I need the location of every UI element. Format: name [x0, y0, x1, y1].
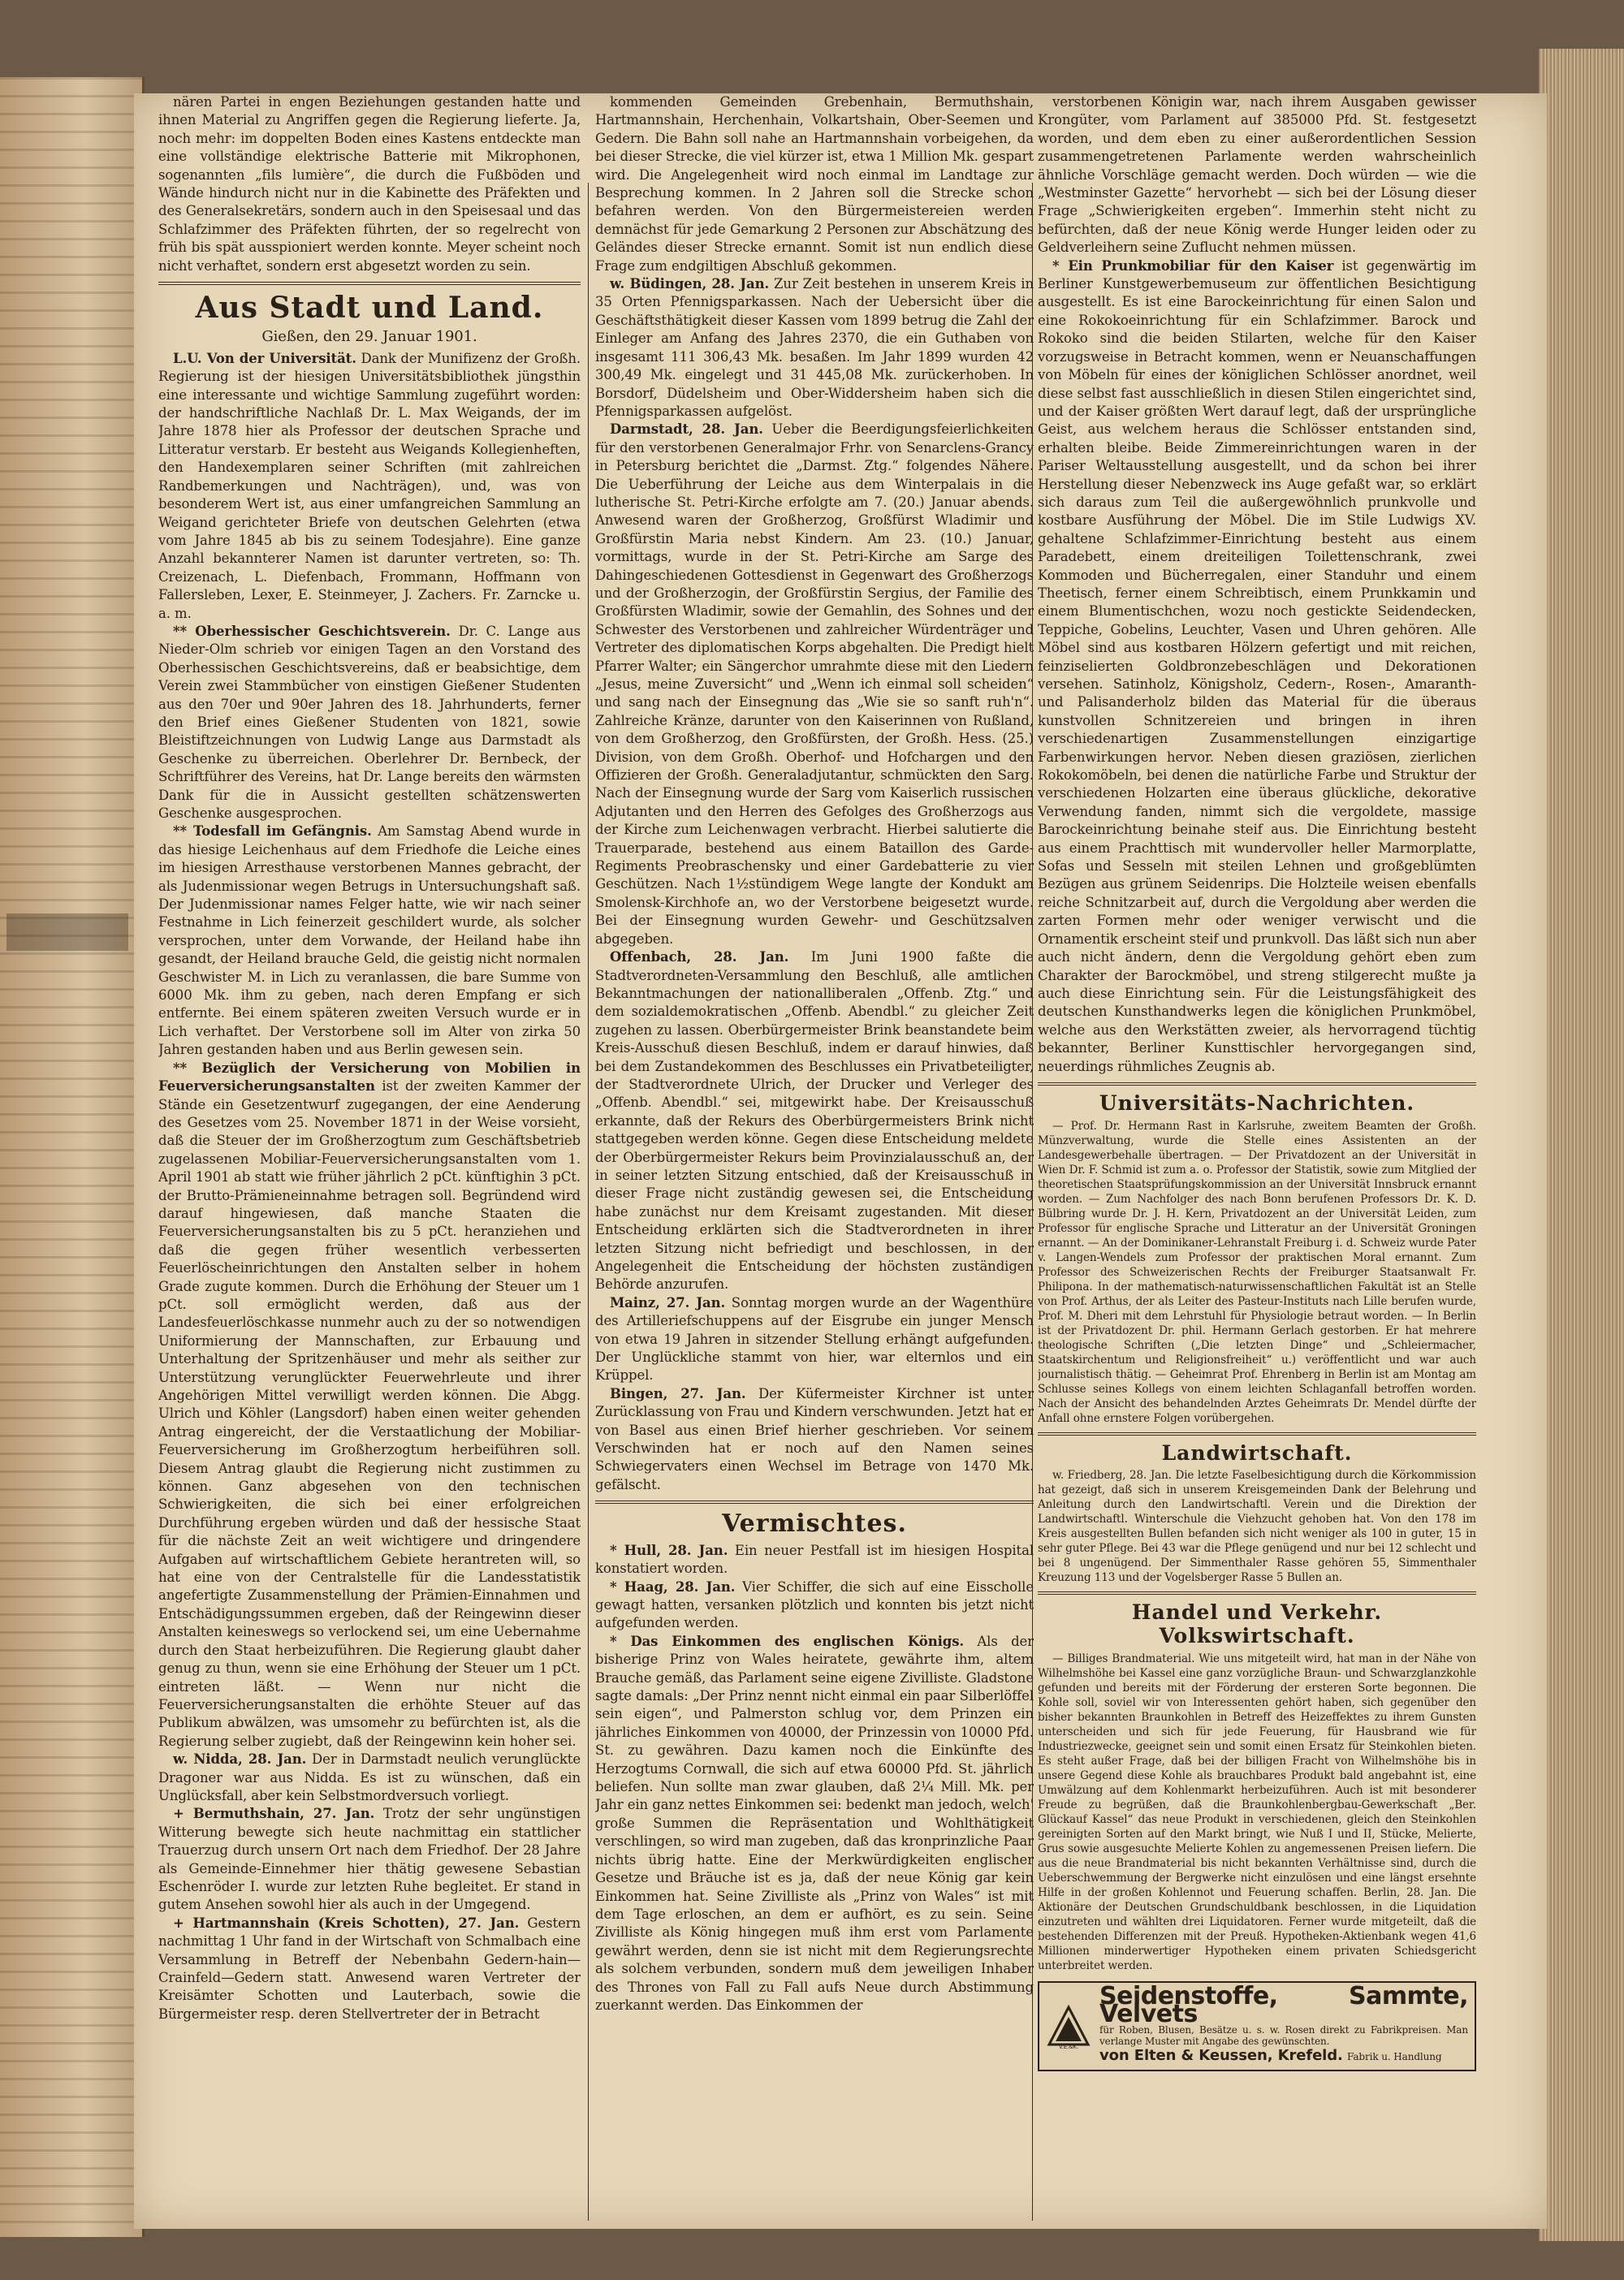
column-1: [158, 93, 581, 2213]
article-body: Der Küfermeister Kirchner ist unter Zurücklassung von Frau und Kindern verschwunden. Jetzt hat er von Basel aus einen Brief hierher geschrieben. Vor seinem Verschwinden hat er noch auf den Namen seines Schwiegervaters einen Wechsel im Betrage von 1470 Mk. gefälscht.: [595, 1385, 1034, 1492]
ad-firm-sub: Fabrik u. Handlung: [1346, 2050, 1442, 2062]
article-paragraph: [158, 1751, 581, 1805]
section-title-stadt-land: Aus Stadt und Land.: [195, 291, 544, 326]
article-body: Dank der Munifizenz der Großh. Regierung ist der hiesigen Universitätsbibliothek jüngsthin eine interessante und wichtige Sammlung zugeführt worden: der handschriftliche Nachlaß Dr. L. Max Weigands, der im Jahre 1878 hier als Professor der deutschen Sprache und Litteratur verstarb. Er besteht aus Weigands Kollegienheften, den Handexemplaren seiner Schriften (mit zahlreichen Randbemerkungen und Nachträgen), und, was von besonderem Wert ist, aus einer umfangreichen Sammlung an Weigand gerichteter Briefe von deutschen Gelehrten (etwa vom Jahre 1845 ab bis zu seinem Todesjahre). Eine ganze Anzahl bekannterer Namen ist darunter vertreten, so: Th. Creizenach, L. Diefenbach, Frommann, Hoffmann von Fallersleben, Lexer, E. Steinmeyer, J. Zachers. Fr. Zarncke u. a. m.: [158, 350, 581, 621]
section-title-vermischtes: Vermischtes.: [722, 1509, 907, 1539]
ad-firm-line: [1099, 2047, 1468, 2065]
column-rule-1: [588, 183, 589, 2221]
book-page-edges: [1539, 49, 1624, 2241]
logo-text: V.E.&K.: [1058, 2043, 1079, 2049]
article-lead: + Hartmannshain (Kreis Schotten), 27. Jan.: [173, 1915, 520, 1931]
article-lead: + Bermuthshain, 27. Jan.: [173, 1806, 375, 1822]
article-lead: Mainz, 27. Jan.: [610, 1294, 726, 1311]
article-continuation: kommenden Gemeinden Grebenhain, Bermuthshain, Hartmannshain, Herchenhain, Volkartshain, Ober-Seemen und Gedern. Die Bahn soll nahe an Hartmannshain vorbeigehen, da bei dieser Strecke, die viel kürzer ist, etwa 1 Million Mk. gespart wird. Die Angelegenheit wird noch einmal im Landtage zur Besprechung kommen. In 2 Jahren soll die Strecke schon befahren werden. Von den Bürgermeistereien werden demnächst für jede Gemarkung 2 Personen zur Abschätzung des Geländes dieser Strecke ernannt. Somit ist nun endlich diese Frage zum endgiltigen Abschluß gekommen.: [595, 94, 1034, 274]
article-body: Ein neuer Pestfall ist im hiesigen Hospital konstatiert worden.: [595, 1542, 1034, 1577]
dateline: Gießen, den 29. Januar 1901.: [261, 328, 477, 346]
article-lead: * Haag, 28. Jan.: [610, 1578, 736, 1595]
article-continuation: verstorbenen Königin war, nach ihrem Ausgaben gewisser Krongüter, vom Parlament auf 385000 Pfd. St. festgesetzt worden, und dem eben zu einer außerordentlichen Session zusammengetretenen Parlamente werden wahrscheinlich ähnliche Vorschläge gemacht werden. Doch würden — wie die „Westminster Gazette“ hervorhebt — sich bei der Lösung dieser Frage „Schwierigkeiten ergeben“. Immerhin steht nicht zu befürchten, daß der neue König werde Hunger leiden oder zu Geldverleihern seine Zuflucht nehmen müssen.: [1038, 94, 1476, 256]
article-lead: Bingen, 27. Jan.: [610, 1385, 746, 1401]
article-paragraph: [158, 1915, 581, 2023]
article-body: Vier Schiffer, die sich auf eine Eisscholle gewagt hatten, versanken plötzlich und konnten bis jetzt nicht aufgefunden werden.: [595, 1578, 1034, 1631]
article-paragraph: [595, 421, 1034, 948]
vermischtes-articles: [595, 1542, 1034, 2015]
article-lead: L.U. Von der Universität.: [173, 350, 356, 366]
section-divider: [1038, 1432, 1476, 1436]
section-divider: [595, 1501, 1034, 1504]
ad-subline: für Roben, Blusen, Besätze u. s. w. Rosen direkt zu Fabrikpreisen. Man verlange Muster mit Angabe des gewünschten.: [1099, 2023, 1468, 2047]
article-lead: ** Bezüglich der Versicherung von Mobilien in Feuerversicherungsanstalten: [158, 1060, 581, 1095]
section-divider: [158, 282, 581, 285]
handel-news: — Billiges Brandmaterial. Wie uns mitgeteilt wird, hat man in der Nähe von Wilhelmshöhe bei Kassel eine ganz vorzügliche Braun- und Schwarzglanzkohle gefunden und bereits mit der Förderung der ersteren Sorte begonnen. Die Kohle soll, soviel wir von Interessenten gehört haben, sich gegenüber den bisher bekannten Braunkohlen in Betreff des Heizeffektes zu ihrem Gunsten unterscheiden und sich für jede Feuerung, für Hausbrand wie für Industriezwecke, geeignet sein und somit einen Ersatz für Steinkohlen bieten. Es steht außer Frage, daß bei der billigen Fracht von Wilhelmshöhe bis in unsere Gegend diese Kohle als brauchbares Produkt bald angebahnt ist, eine Umwälzung auf dem Kohlenmarkt herbeizuführen. Auch ist mit besonderer Freude zu begrüßen, daß die Braunkohlenbergbau-Gewerkschaft „Ber. Glückauf Kassel“ das neue Produkt in verschiedenen, gleich den Steinkohlen gereinigten Sorten auf den Markt bringt, wie Nuß I und II, Stücke, Melierte, Grus sowie ausgesuchte Melierte Kohlen zu angemessenen Preisen liefern. Die aus die neue Brandmaterial bis nicht bekannten Verhältnisse sind, durch die Ueberschwemmung der Bergwerke nicht einzulösen und eine längst ersehnte Hilfe in der großen Kohlennot und Feuerung schaffen. Berlin, 28. Jan. Die Aktionäre der Deutschen Grundschuldbank beschlossen, in die Liquidation einzutreten und wählten drei Liquidatoren. Ferner wurde mitgeteilt, daß die bestehenden Differenzen mit der Preuß. Hypotheken-Aktienbank wegen 41,6 Millionen minderwertiger Hypotheken einem privaten Schiedsgericht unterbreitet werden.: [1038, 1652, 1476, 1972]
universitaet-news: — Prof. Dr. Hermann Rast in Karlsruhe, zweitem Beamten der Großh. Münzverwaltung, wurde die Stelle eines Assistenten an der Landesgewerbehalle übertragen. — Der Privatdozent an der Universität in Wien Dr. F. Schmid ist zum a. o. Professor der Statistik, sowie zum Mitglied der theoretischen Staatsprüfungskommission an der Universität Innsbruck ernannt worden. — Zum Nachfolger des nach Bonn berufenen Professors Dr. K. D. Bülbring wurde Dr. J. H. Kern, Privatdozent an der Universität Leiden, zum Professor für englische Sprache und Litteratur an der Universität Groningen ernannt. — An der Dominikaner-Lehranstalt Freiburg i. d. Schweiz wurde Pater v. Langen-Wendels zum Professor der praktischen Moral ernannt. Zum Professor des Schweizerischen Rechts der Freiburger Staatsanwalt Fr. Philipona. In der mathematisch-naturwissenschaftlichen Fakultät ist an Stelle von Prof. Arthus, der als Leiter des Pasteur-Instituts nach Lille berufen wurde, Prof. M. Dheri mit dem Lehrstuhl für Physiologie betraut worden. — In Berlin ist der Privatdozent Dr. phil. Hermann Gerlach gestorben. Er hat mehrere theologische Schriften („Die letzten Dinge“ und „Schleiermacher, Staatskirchentum und Religionsfreiheit“ u.) veröffentlicht und war auch journalistisch thätig. — Geheimrat Prof. Ehrenberg in Berlin ist am Montag am Schlusse seines Kollegs von einem leichten Schlaganfall betroffen worden. Nach der Ansicht des behandelnden Arztes Geheimrats Dr. Mendel dürfte der Anfall ohne ernstere Folgen vorübergehen.: [1038, 1119, 1476, 1425]
silk-advertisement: [1038, 1981, 1476, 2071]
regional-articles: [595, 275, 1034, 1494]
article-paragraph: [158, 350, 581, 623]
article-paragraph: [595, 948, 1034, 1294]
section-divider: [1038, 1082, 1476, 1086]
company-logo-icon: [1046, 2004, 1091, 2049]
article-paragraph: [595, 1542, 1034, 1578]
ad-headline: Seidenstoffe, Sammte, Velvets: [1099, 1981, 1468, 2029]
section-title-handel: Handel und Verkehr. Volkswirtschaft.: [1131, 1600, 1383, 1648]
column-3: [1038, 93, 1476, 2213]
article-body: Der in Darmstadt neulich verunglückte Dragoner war aus Nidda. Es ist zu wünschen, daß ein Unglücksfall, aber kein Selbstmordversuch vorliegt.: [158, 1751, 581, 1803]
article-body: ist gegenwärtig im Berliner Kunstgewerbemuseum zur öffentlichen Besichtigung ausgestellt. Es ist eine Barockeinrichtung für einen Salon und eine Rokokoeinrichtung für ein Schlafzimmer. Barock und Rokoko sind die beiden Stilarten, welche für den Kaiser vorzugsweise in Betracht kommen, wenn er Neuanschaffungen von Möbeln für eines der königlichen Schlösser anordnet, weil diese selbst fast ausschließlich in diesen Stilen eingerichtet sind, und der Kaiser größten Wert darauf legt, daß der ursprüngliche Geist, aus welchem heraus die Schlösser entstanden sind, erhalten bleibe. Beide Zimmereinrichtungen waren in der Pariser Weltausstellung ausgestellt, und da schon bei ihrer Herstellung dieser Nebenzweck ins Auge gefaßt war, so erklärt sich daraus zum Teil die außergewöhnlich prunkvolle und kostbare Ausführung der Möbel. Die im Stile Ludwigs XV. gehaltene Schlafzimmer-Einrichtung besteht aus einem Paradebett, einem dreiteiligen Toilettenschrank, zwei Kommoden und Bücherregalen, einer Standuhr und einem Theetisch, ferner einem Schreibtisch, einem Prunkkamin und einem Blumentischchen, wozu noch gestickte Seidendecken, Teppiche, Gobelins, Leuchter, Vasen und Uhren gehören. Alle Möbel sind aus kostbaren Hölzern gefertigt und mit reichen, feinziselierten Goldbronzebeschlägen und Dekorationen versehen. Satinholz, Königsholz, Cedern-, Rosen-, Amaranth- und Palisanderholz bilden das Material für die überaus kunstvollen Schnitzereien und bringen in ihren verschiedenartigen Zusammenstellungen einzigartige Farbenwirkungen hervor. Neben diesen graziösen, zierlichen Rokokomöbeln, bei denen die natürliche Farbe und Struktur der verschiedenen Holzarten eine überaus glückliche, dekorative Verwendung fanden, nimmt sich die vergoldete, massige Barockeinrichtung beinahe steif aus. Die Einrichtung besteht aus einem Prachttisch mit wundervoller heller Marmorplatte, Sofas und Sesseln mit steilen Lehnen und großgeblümten Bezügen aus grünem Seidenrips. Die Holzteile weisen ebenfalls reiche Schnitzarbeit auf, durch die Vergoldung aber werden die zarten Formen mehr oder weniger verwischt und die Ornamentik erscheint steif und prunkvoll. Das läßt sich nun aber auch nicht ändern, denn die Vergoldung gehört eben zum Charakter der Barockmöbel, und streng stilgerecht mußte ja auch diese Einrichtung sein. Für die Leistungsfähigkeit des deutschen Kunsthandwerks legen die königlichen Prunkmöbel, welche aus den Werkstätten zweier, als hervorragend tüchtig bekannter, Berliner Kunsttischler hervorgegangen sind, neuerdings rühmliches Zeugnis ab.: [1038, 257, 1476, 1074]
article-lead: ** Todesfall im Gefängnis.: [173, 823, 372, 840]
article-lead: w. Büdingen, 28. Jan.: [610, 276, 770, 292]
article-paragraph: [158, 1805, 581, 1914]
facing-page-edge: [0, 77, 145, 2237]
article-lead: * Das Einkommen des englischen Königs.: [610, 1633, 965, 1649]
article-body: Sonntag morgen wurde an der Wagenthüre des Artilleriefschuppens auf der Eisgrube ein junger Mensch von etwa 19 Jahren in sitzender Stellung erhängt aufgefunden. Der Unglückliche stammt von hier, war elternlos und ein Krüppel.: [595, 1294, 1034, 1384]
ad-firm-name: von Elten & Keussen, Krefeld.: [1099, 2046, 1343, 2064]
article-body: Als der bisherige Prinz von Wales heiratete, gewährte ihm, altem Brauche gemäß, das Parlament seine eigene Zivilliste. Gladstone sagte damals: „Der Prinz nennt nicht einmal ein paar Silberlöffel sein eigen“, und Palmerston schlug vor, dem Prinzen ein jährliches Einkommen von 40000, der Prinzessin von 10000 Pfd. St. zu gewähren. Dazu kamen noch die Einkünfte des Herzogtums Cornwall, die sich auf etwa 60000 Pfd. St. jährlich beliefen. Nun sollte man zwar glauben, daß 2¼ Mill. Mk. per Jahr ein ganz nettes Einkommen sei: bedenkt man jedoch, welch' große Summen die Repräsentation und Wohlthätigkeit verschlingen, so wird man zugeben, daß das kronprinzliche Paar nichts übrig hatte. Eine der Merkwürdigkeiten englischer Gesetze und Bräuche ist es ja, daß der neue König gar kein Einkommen hat. Seine Zivilliste als „Prinz von Wales“ ist mit dem Tage erloschen, an dem er aufhört, es zu sein. Seine Zivilliste als König hingegen muß ihm erst vom Parlamente gewährt werden, denn sie ist nicht mit dem Regierungsrechte als solchem verbunden, sondern muß dem jeweiligen Inhaber des Thrones von Fall zu Fall aufs Neue durch Abstimmung zuerkannt werden. Das Einkommen der: [595, 1633, 1034, 2013]
article-lead: Darmstadt, 28. Jan.: [610, 421, 763, 438]
article-paragraph: [595, 275, 1034, 421]
landwirtschaft-news: w. Friedberg, 28. Jan. Die letzte Faselbesichtigung durch die Körkommission hat gezeigt, daß sich in unserem Kreisgemeinden Dank der Belehrung und Anleitung durch den Landwirtschaftl. Verein und die Direktion der Landwirtschaftl. Winterschule die Viehzucht gehoben hat. Von den 178 im Kreis ausgestellten Bullen befanden sich nicht weniger als 100 in guter, 15 in sehr guter Pflege. Bei 43 war die Pflege genügend und nur bei 12 schlecht und bei 8 ungenügend. Der Simmenthaler Rasse gehören 55, Simmenthaler Kreuzung 113 und der Vogelsberger Rasse 5 Bullen an.: [1038, 1469, 1476, 1585]
article-paragraph: [158, 823, 581, 1059]
article-prunkmobiliar: [1038, 257, 1476, 1076]
article-paragraph: [158, 623, 581, 823]
article-paragraph: [595, 1633, 1034, 2015]
article-continuation: nären Partei in engen Beziehungen gestanden hatte und ihnen Material zu Angriffen gegen die Regierung lieferte. Ja, noch mehr: im doppelten Boden eines Kastens entdeckte man eine vollständige elektrische Batterie mit Mikrophonen, sogenannten „fils lumière“, die durch die Fußböden und Wände hindurch nicht nur in die Kabinette des Präfekten und des Generalsekretärs, sondern auch in den Speisesaal und das Schlafzimmer des Präfekten führten, der so regelrecht von früh bis spät ausspioniert werden konnte. Meyer scheint noch nicht verhaftet, sondern erst abgesetzt worden zu sein.: [158, 94, 581, 274]
section-title-landwirtschaft: Landwirtschaft.: [1161, 1440, 1353, 1465]
facing-page-heading-block: [6, 913, 128, 951]
facing-page-text-lines: [0, 77, 142, 2237]
article-lead: Offenbach, 28. Jan.: [610, 949, 789, 965]
article-body: Ueber die Beerdigungsfeierlichkeiten für den verstorbenen Generalmajor Frhr. von Senarclens-Grancy in Petersburg berichtet die „Darmst. Ztg.“ folgendes Nähere. Die Ueberführung der Leiche aus dem Winterpalais in die lutherische St. Petri-Kirche erfolgte am 7. (20.) Januar abends. Anwesend waren der Großherzog, Großfürst Wladimir und Großfürstin Maria nebst Kindern. Am 23. (10.) Januar, vormittags, wurde in der St. Petri-Kirche am Sarge des Dahingeschiedenen Gottesdienst in Gegenwart des Großherzogs und der Großherzogin, der Großfürstin Sergius, der Familie des Großfürsten Wladimir, sowie der Gemahlin, des Sohnes und der Schwester des Verstorbenen und zahlreicher Würdenträger und Vertreter des diplomatischen Korps abgehalten. Die Predigt hielt Pfarrer Walter; ein Sängerchor umrahmte diese mit den Liedern „Jesus, meine Zuversicht“ und „Wenn ich einmal soll scheiden“ und sang nach der Einsegnung das „Wie sie so sanft ruh'n“. Zahlreiche Kränze, darunter von den Kaiserinnen von Rußland, von dem Großherzog, den Großfürsten, der Großh. Hess. (25.) Division, von dem Großh. Oberhof- und Hofchargen und den Offizieren der Großh. Generaladjutantur, schmückten den Sarg. Nach der Einsegnung wurde der Sarg vom Kaiserlich russischen Adjutanten und den Herren des Gefolges des Großherzogs aus der Kirche zum Leichenwagen verbracht. Hierbei salutierte die Trauerparade, bestehend aus einem Bataillon des Garde-Regiments Preobraschensky und einer Gardebatterie zu vier Geschützen. Nach 1½stündigem Wege langte der Kondukt am Smolensk-Kirchhofe an, wo der Verstorbene beigesetzt wurde. Bei der Einsegnung wurden Gewehr- und Geschützsalven abgegeben.: [595, 421, 1034, 947]
article-lead: * Ein Prunkmobiliar für den Kaiser: [1052, 257, 1334, 274]
article-body: Am Samstag Abend wurde in das hiesige Leichenhaus auf dem Friedhofe die Leiche eines im hiesigen Arresthause verstorbenen Mannes gebracht, der als Judenmissionar wegen Betrugs in Untersuchungshaft saß. Der Judenmissionar names Felger hatte, wie wir nach seiner Festnahme in Lich feinerzeit geschildert wurde, als solcher versprochen, unter dem Vorwande, der Heiland habe ihn gesandt, der Heiland brauche Geld, die geistig nicht normalen Geschwister M. in Lich zu veranlassen, die bare Summe von 6000 Mk. ihm zu geben, nach deren Empfang er sich entfernte. Bei einem späteren zweiten Versuch wurde er in Lich verhaftet. Der Verstorbene soll im Alter von zirka 50 Jahren gestanden haben und aus Berlin gewesen sein.: [158, 823, 581, 1058]
article-body: Im Juni 1900 faßte die Stadtverordneten-Versammlung den Beschluß, alle amtlichen Bekanntmachungen der nationalliberalen „Offenb. Ztg.“ und dem sozialdemokratischen „Offenb. Abendbl.“ zu gleicher Zeit zugehen zu lassen. Oberbürgermeister Brink beanstandete beim Kreis-Ausschuß diesen Beschluß, indem er darauf hinwies, daß bei dem Zustandekommen des Beschlusses ein Privatbeteiligter, der Stadtverordnete Ulrich, der Drucker und Verleger des „Offenb. Abendbl.“ sei, mitgewirkt habe. Der Kreisausschuß erkannte, daß der Rekurs des Oberbürgermeisters Brink nicht stattgegeben werden könne. Gegen diese Entscheidung meldete der Oberbürgermeister Rekurs beim Provinzialausschuß an, der in seiner letzten Sitzung entschied, daß der Kreisausschuß in dieser Frage nicht zuständig gewesen sei, die Entscheidung habe zunächst nur dem Kreisamt zugestanden. Mit dieser Entscheidung erklärten sich die Stadtverordneten in ihrer letzten Sitzung nicht befriedigt und beschlossen, in der Angelegenheit die Entscheidung der höchsten zuständigen Behörde anzurufen.: [595, 949, 1034, 1293]
article-paragraph: [595, 1578, 1034, 1633]
article-paragraph: [158, 1060, 581, 1751]
article-body: Gestern nachmittag 1 Uhr fand in der Wirtschaft von Schmalbach eine Versammlung in Betreff der Nebenbahn Gedern-hain—Crainfeld—Gedern statt. Anwesend waren Vertreter der Kreisämter Schotten und Lauterbach, sowie die Bürgermeister resp. deren Stellvertreter der in Betracht: [158, 1915, 581, 2022]
article-body: Dr. C. Lange aus Nieder-Olm schrieb vor einigen Tagen an den Vorstand des Oberhessischen Geschichtsvereins, daß er beabsichtige, dem Verein zwei Stammbücher von einstigen Gießener Studenten aus den 70er und 90er Jahren des 18. Jahrhunderts, ferner den Brief eines Gießener Studenten von 1821, sowie Bleistiftzeichnungen von Ludwig Lange aus Darmstadt als Geschenke zu überreichen. Oberlehrer Dr. Bernbeck, der Schriftführer des Vereins, hat Dr. Lange bereits den wärmsten Dank für die in Aussicht gestellten schätzenswerten Geschenke ausgesprochen.: [158, 623, 581, 822]
article-lead: * Hull, 28. Jan.: [610, 1542, 728, 1558]
article-lead: ** Oberhessischer Geschichtsverein.: [173, 623, 451, 639]
article-body: Trotz der sehr ungünstigen Witterung bewegte sich heute nachmittag ein stattlicher Trauerzug durch unsern Ort nach dem Friedhof. Der 28 Jahre als Gemeinde-Einnehmer hier thätig gewesene Sebastian Eschenröder I. wurde zur letzten Ruhe begleitet. Er stand in gutem Ansehen sowohl hier als auch in der Umgegend.: [158, 1806, 581, 1913]
section-divider: [1038, 1591, 1476, 1595]
article-paragraph: [595, 1294, 1034, 1385]
column-2: [595, 93, 1034, 2213]
article-body: Zur Zeit bestehen in unserem Kreis in 35 Orten Pfennigsparkassen. Nach der Uebersicht über die Geschäftsthätigkeit dieser Kassen vom 1899 betrug die Zahl der Einleger am Anfang des Jahres 2370, die ein Guthaben von insgesamt 111 306,43 Mk. besaßen. Im Jahr 1899 wurden 42 300,49 Mk. eingelegt und 31 445,08 Mk. zurückerhoben. In Borsdorf, Düdelsheim und Ober-Widdersheim haben sich die Pfennigsparkassen aufgelöst.: [595, 276, 1034, 419]
article-lead: w. Nidda, 28. Jan.: [173, 1751, 307, 1768]
stadt-land-articles: [158, 350, 581, 2023]
ad-text-block: [1099, 1981, 1468, 2065]
article-body: ist der zweiten Kammer der Stände ein Gesetzentwurf zugegangen, der eine Aenderung des Gesetzes vom 25. November 1871 in der Weise vorsieht, daß die Steuer der im Großherzogtum zum Geschäftsbetrieb zugelassenen Mobiliar-Feuerversicherungsanstalten vom 1. April 1901 ab statt wie früher jährlich 2 pCt. künftighin 3 pCt. der Brutto-Prämieneinnahme betragen soll. Begründend wird darauf hingewiesen, daß manche Staaten die Feuerversicherungsanstalten bis zu 5 pCt. heranziehen und daß die gegen früher wesentlich verbesserten Feuerlöscheinrichtungen den Anstalten selber in hohem Grade zugute kommen. Durch die Erhöhung der Steuer um 1 pCt. soll ermöglicht werden, daß aus der Landesfeuerlöschkasse nunmehr auch zu der so notwendigen Uniformierung der Mannschaften, zur Erbauung und Unterhaltung der Spritzenhäuser und mehr als seither zur Unterstützung verunglückter Feuerwehrleute und ihrer Angehörigen Mittel verwilligt werden können. Die Abgg. Ulrich und Köhler (Langsdorf) haben einen weiter gehenden Antrag eingereicht, der die Verstaatlichung der Mobiliar-Feuerversicherung im Großherzogtum herbeiführen soll. Diesem Antrag glaubt die Regierung nicht zustimmen zu können. Ganz abgesehen von den technischen Schwierigkeiten, die sich bei einer erfolgreichen Durchführung ergeben würden und daß der hessische Staat für die nächste Zeit an weit wichtigere und dringendere Aufgaben auf wirtschaftlichem Gebiete herantreten will, so hat eine von der Centralstelle für die Landesstatistik angefertigte Zusammenstellung der Prämien-Einnahmen und Entschädigungssummen ergeben, daß der Reingewinn dieser Anstalten keineswegs so verlockend sei, um eine Uebernahme durch den Staat herbeizuführen. Die Regierung glaubt daher genug zu thun, wenn sie eine Erhöhung der Steuer um 1 pCt. eintreten läßt. — Wenn nur nicht die Feuerversicherungsanstalten die erhöhte Steuer auf das Publikum abwälzen, was umsomehr zu befürchten ist, als die Regierung selber zugiebt, daß der Reingewinn kein hoher sei.: [158, 1078, 581, 1749]
section-title-universitaet: Universitäts-Nachrichten.: [1099, 1090, 1415, 1115]
article-paragraph: [595, 1385, 1034, 1494]
